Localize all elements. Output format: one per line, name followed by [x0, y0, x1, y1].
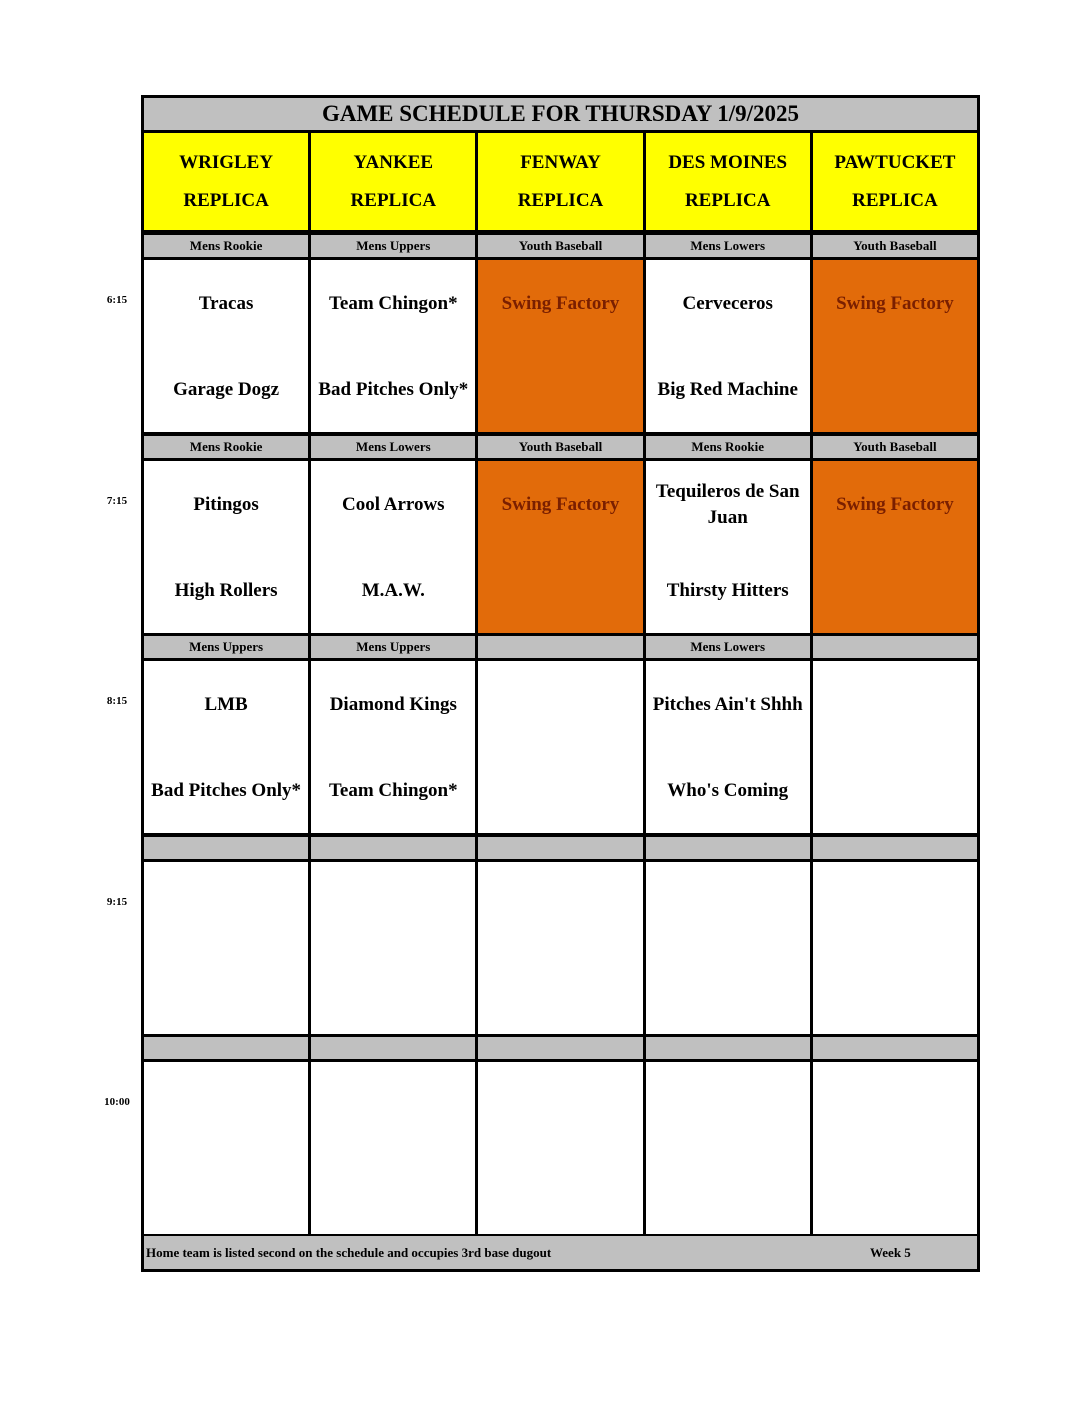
away-team: Swing Factory — [836, 293, 954, 314]
division-label — [144, 1037, 308, 1059]
away-team — [646, 1062, 810, 1150]
division-label: Mens Lowers — [646, 235, 810, 257]
away-team: Swing Factory — [501, 494, 620, 515]
away-team — [813, 1062, 977, 1150]
home-team — [478, 549, 642, 633]
time-label: 8:15 — [106, 695, 128, 707]
venue-type: REPLICA — [350, 189, 437, 211]
game-cell — [813, 661, 977, 833]
game-cell — [478, 260, 642, 432]
game-cell — [144, 661, 308, 833]
home-team: Who's Coming — [667, 780, 789, 801]
away-team — [478, 661, 642, 749]
home-team — [813, 950, 977, 1034]
game-cell — [144, 862, 308, 1034]
game-cell — [478, 661, 642, 833]
away-team: Pitches Ain't Shhh — [652, 694, 803, 715]
away-team: Tequileros de San Juan — [655, 481, 800, 528]
away-team — [144, 1062, 308, 1150]
home-team — [311, 1150, 475, 1234]
home-team: Garage Dogz — [173, 379, 280, 400]
home-team — [646, 1150, 810, 1234]
away-team — [478, 1062, 642, 1150]
away-team: Pitingos — [193, 494, 259, 515]
game-cell — [646, 260, 810, 432]
venue-name: FENWAY — [520, 151, 601, 173]
away-team — [144, 862, 308, 950]
division-label: Mens Rookie — [144, 235, 308, 257]
division-label: Youth Baseball — [478, 436, 642, 458]
game-row — [144, 461, 977, 633]
division-label — [646, 1037, 810, 1059]
division-label: Mens Rookie — [646, 436, 810, 458]
away-team — [478, 862, 642, 950]
game-row — [144, 1062, 977, 1234]
home-team — [478, 950, 642, 1034]
home-team: Thirsty Hitters — [666, 580, 789, 601]
venue-yankee — [311, 133, 475, 230]
game-cell — [311, 260, 475, 432]
game-cell — [813, 461, 977, 633]
division-label — [813, 636, 977, 658]
away-team: Diamond Kings — [329, 694, 457, 715]
away-team — [813, 862, 977, 950]
venue-pawtucket — [813, 133, 977, 230]
away-team — [311, 1062, 475, 1150]
venue-name: WRIGLEY — [179, 151, 274, 173]
venue-wrigley — [144, 133, 308, 230]
away-team: Swing Factory — [836, 494, 954, 515]
away-team — [646, 862, 810, 950]
home-team — [813, 749, 977, 833]
game-row — [144, 661, 977, 833]
venue-des-moines — [646, 133, 810, 230]
home-team: Big Red Machine — [657, 379, 798, 400]
division-row — [144, 1037, 977, 1059]
game-cell — [478, 461, 642, 633]
away-team: Swing Factory — [501, 293, 620, 314]
venue-type: REPLICA — [183, 189, 269, 211]
division-label — [311, 837, 475, 859]
week-label: Week 5 — [870, 1244, 911, 1260]
home-team: High Rollers — [174, 580, 278, 601]
game-row — [144, 862, 977, 1034]
division-label: Mens Lowers — [646, 636, 810, 658]
game-cell — [813, 1062, 977, 1234]
home-team — [646, 950, 810, 1034]
schedule-table — [141, 95, 980, 1272]
division-label: Mens Lowers — [311, 436, 475, 458]
time-label: 9:15 — [106, 896, 128, 908]
division-label — [813, 837, 977, 859]
division-row — [144, 436, 977, 458]
game-cell — [813, 260, 977, 432]
footer-note: Home team is listed second on the schedule and occupies 3rd base dugout — [146, 1244, 552, 1260]
division-label: Mens Rookie — [144, 436, 308, 458]
away-team: Cerveceros — [682, 293, 773, 314]
division-label — [478, 1037, 642, 1059]
division-label — [478, 837, 642, 859]
game-cell — [646, 661, 810, 833]
home-team — [478, 749, 642, 833]
division-label: Youth Baseball — [813, 235, 977, 257]
away-team: Team Chingon* — [328, 293, 458, 314]
time-label: 6:15 — [106, 294, 128, 306]
game-cell — [646, 862, 810, 1034]
home-team: Bad Pitches Only* — [318, 379, 469, 400]
division-row — [144, 235, 977, 257]
game-cell — [144, 1062, 308, 1234]
home-team — [144, 950, 308, 1034]
division-label — [646, 837, 810, 859]
division-label: Youth Baseball — [813, 436, 977, 458]
game-cell — [813, 862, 977, 1034]
game-cell — [646, 461, 810, 633]
division-label — [813, 1037, 977, 1059]
home-team — [478, 1150, 642, 1234]
away-team: Cool Arrows — [342, 494, 445, 515]
schedule-title: GAME SCHEDULE FOR THURSDAY 1/9/2025 — [144, 98, 977, 130]
home-team — [813, 348, 977, 432]
game-cell — [646, 1062, 810, 1234]
home-team: Team Chingon* — [328, 780, 458, 801]
game-cell — [478, 862, 642, 1034]
venue-type: REPLICA — [517, 189, 604, 211]
venue-fenway — [478, 133, 642, 230]
division-row — [144, 636, 977, 658]
game-cell — [478, 1062, 642, 1234]
division-label — [478, 636, 642, 658]
venue-name: DES MOINES — [668, 151, 788, 173]
game-cell — [311, 1062, 475, 1234]
division-label: Mens Uppers — [144, 636, 308, 658]
venue-type: REPLICA — [684, 189, 771, 211]
venue-type: REPLICA — [852, 189, 938, 211]
venue-name: YANKEE — [353, 151, 434, 173]
time-label: 7:15 — [106, 495, 128, 507]
game-row — [144, 260, 977, 432]
footer-bar — [144, 1236, 977, 1269]
home-team: Bad Pitches Only* — [151, 780, 302, 801]
division-label: Youth Baseball — [478, 235, 642, 257]
home-team — [144, 1150, 308, 1234]
away-team: Tracas — [198, 293, 254, 314]
division-label — [311, 1037, 475, 1059]
home-team — [813, 549, 977, 633]
game-cell — [144, 461, 308, 633]
away-team — [813, 661, 977, 749]
home-team: M.A.W. — [361, 580, 425, 601]
game-cell — [311, 862, 475, 1034]
away-team: LMB — [204, 694, 248, 715]
venue-name: PAWTUCKET — [834, 151, 956, 173]
home-team — [813, 1150, 977, 1234]
game-cell — [311, 461, 475, 633]
away-team — [311, 862, 475, 950]
home-team — [311, 950, 475, 1034]
venue-header-row — [144, 133, 977, 230]
division-row — [144, 837, 977, 859]
time-label: 10:00 — [104, 1096, 130, 1108]
game-cell — [144, 260, 308, 432]
division-label: Mens Uppers — [311, 636, 475, 658]
game-cell — [311, 661, 475, 833]
home-team — [478, 348, 642, 432]
division-label — [144, 837, 308, 859]
division-label: Mens Uppers — [311, 235, 475, 257]
